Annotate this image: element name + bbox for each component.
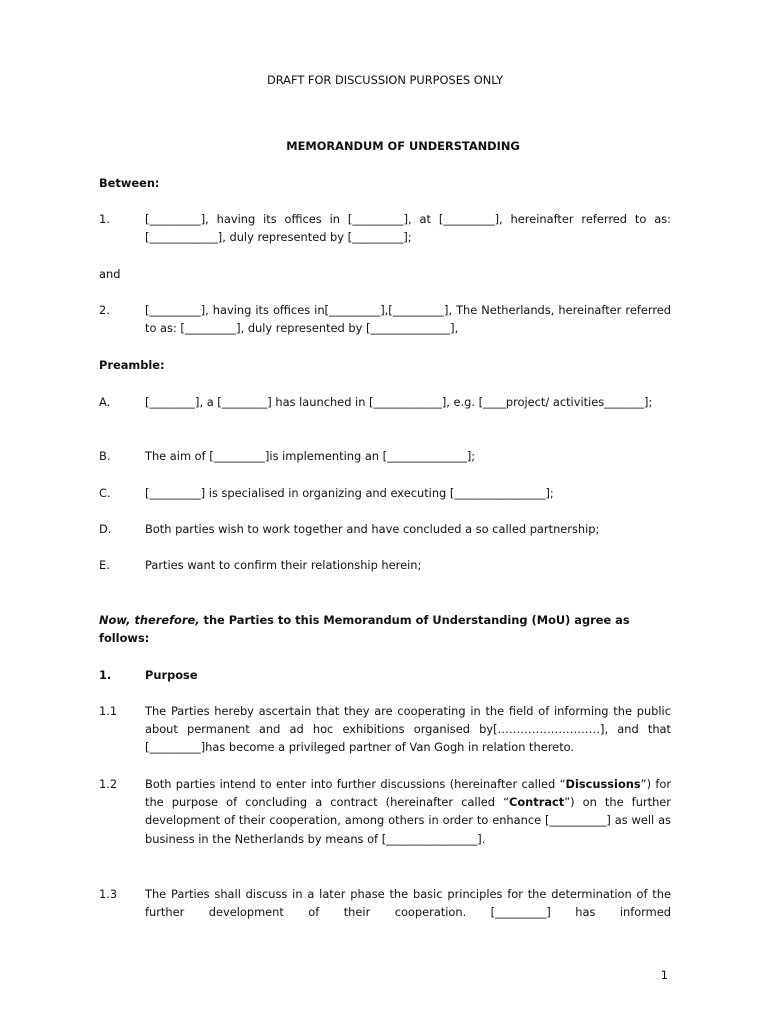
clause-1-2-part-3: ”) on the further development of their cooperation, among others in order to enhance [__________] as well as business in the Netherlands by means of [________________].	[145, 795, 671, 846]
term-discussions: Discussions	[565, 777, 641, 791]
preamble-b-text: The aim of [_________]is implementing an [______________];	[145, 449, 476, 463]
party-2-number: 2.	[99, 303, 110, 317]
clause-1-3-number: 1.3	[99, 887, 118, 901]
agreement-statement	[99, 611, 671, 647]
draft-notice: DRAFT FOR DISCUSSION PURPOSES ONLY	[266, 73, 504, 87]
term-contract: Contract	[508, 795, 565, 810]
between-label: Between:	[99, 176, 160, 190]
clause-1-1-text: The Parties hereby ascertain that they are cooperating in the field of informing the public about permanent and ad hoc exhibitions organised by[………………………], and that [_________]has become a privileged partner of Van Gogh in relation thereto.	[145, 704, 671, 755]
preamble-c-text: [_________] is specialised in organizing and executing [________________];	[145, 486, 554, 500]
now-therefore-phrase: Now, therefore,	[99, 613, 200, 627]
section-1-title: Purpose	[145, 668, 198, 682]
preamble-c-letter: C.	[99, 486, 111, 500]
clause-1-2-number: 1.2	[99, 777, 118, 791]
clause-1-2-text	[145, 775, 671, 848]
preamble-d-letter: D.	[99, 522, 112, 536]
clause-1-2-part-1: Both parties intend to enter into further discussions (hereinafter called “	[145, 777, 566, 791]
agreement-rest: the Parties to this Memorandum of Understanding (MoU) agree as follows:	[99, 613, 630, 646]
party-1-text: [_________], having its offices in [_________], at [_________], hereinafter referred to as:[____________], duly represented by [_________];	[145, 212, 671, 245]
preamble-b-letter: B.	[99, 449, 111, 463]
clause-1-1-number: 1.1	[99, 704, 118, 718]
and-label: and	[99, 267, 121, 281]
preamble-a-letter: A.	[99, 395, 111, 409]
party-2-text: [_________], having its offices in[_________],[_________], The Netherlands, hereinafter referred to as: [_________], duly represented by [______________],	[145, 303, 671, 336]
party-1-number: 1.	[99, 212, 110, 226]
section-1-number: 1.	[99, 668, 112, 682]
preamble-a-text: [________], a [________] has launched in [____________], e.g. [____project/ activities_______];	[145, 395, 653, 409]
page-number: 1	[660, 968, 668, 982]
clause-1-2-part-2: ”) for the purpose of concluding a contract (hereinafter called “	[145, 777, 671, 810]
clause-1-3-text: The Parties shall discuss in a later phase the basic principles for the determination of the further development of their cooperation. [_________] has informed	[145, 887, 671, 920]
preamble-e-text: Parties want to confirm their relationship herein;	[145, 558, 422, 572]
preamble-e-letter: E.	[99, 558, 110, 572]
preamble-d-text: Both parties wish to work together and have concluded a so called partnership;	[145, 522, 600, 536]
preamble-label: Preamble:	[99, 358, 165, 372]
document-title: MEMORANDUM OF UNDERSTANDING	[286, 139, 520, 153]
